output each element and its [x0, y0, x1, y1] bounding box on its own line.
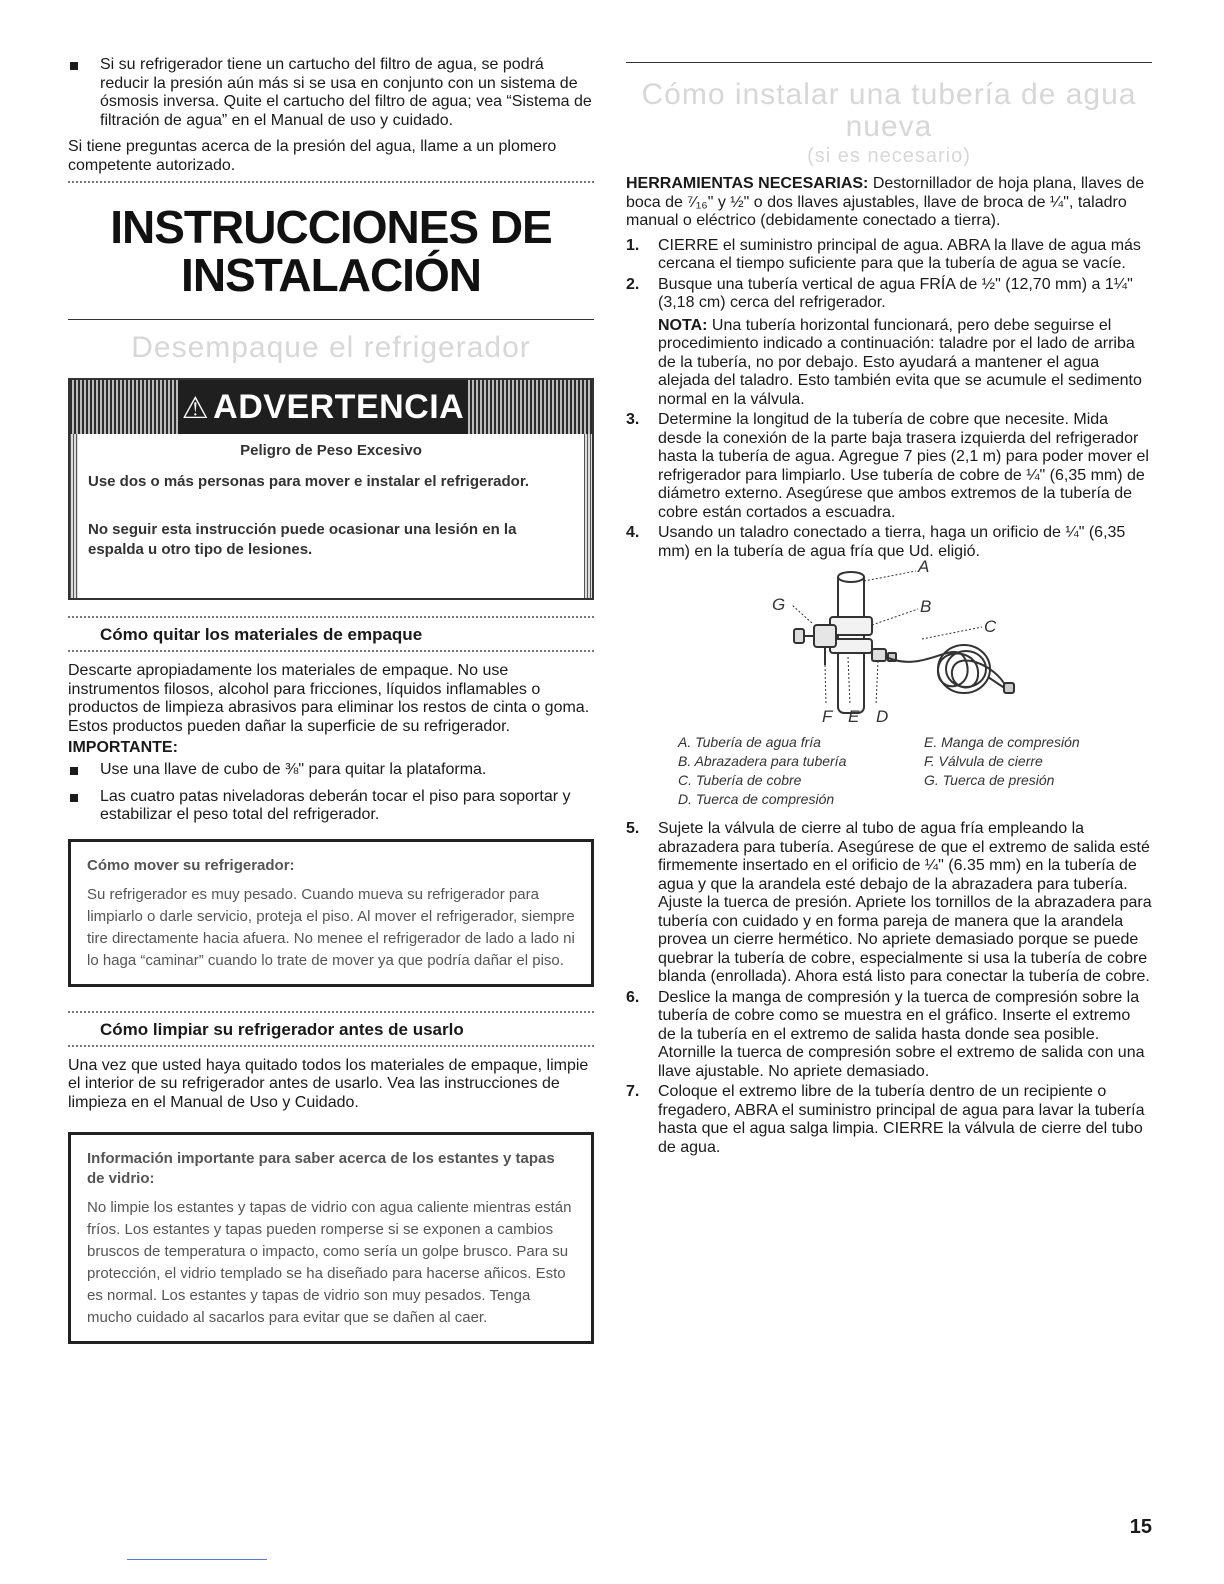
tools-label: HERRAMIENTAS NECESARIAS:	[626, 175, 869, 192]
glass-info-title: Información importante para saber acerca de los estantes y tapas de vidrio:	[87, 1150, 555, 1187]
legend-item: D. Tuerca de compresión	[678, 791, 835, 807]
divider	[68, 616, 594, 618]
important-bullet: Use una llave de cubo de ⅜" para quitar la plataforma.	[68, 761, 594, 780]
legend-item: G. Tuerca de presión	[924, 772, 1055, 788]
figure-label-d: D	[876, 707, 889, 726]
section-rule	[68, 319, 594, 320]
step-text: Deslice la manga de compresión y la tuerca de compresión sobre la tubería de cobre como se muestra en el gráfico. Inserte el extremo de la tubería en el extremo de salida hasta donde sea posible. Atornille la tuerca de compresión sobre el extremo de salida con una llave ajustable. No apriete demasiado.	[658, 988, 1145, 1080]
legend-item: A. Tubería de agua fría	[678, 734, 821, 750]
figure-label-f: F	[822, 707, 833, 726]
warning-icon: ⚠	[181, 392, 210, 425]
section-heading-water-line-2: nueva	[845, 110, 933, 143]
section-rule	[626, 62, 1152, 63]
tools-paragraph	[626, 175, 1152, 231]
divider	[68, 181, 594, 183]
warning-line: No seguir esta instrucción puede ocasionar una lesión en la espalda u otro tipo de lesiones.	[88, 521, 517, 558]
figure-legend	[678, 734, 1152, 808]
page-title-line2: INSTALACIÓN	[181, 249, 481, 301]
legend-item: C. Tubería de cobre	[678, 772, 802, 788]
figure-label-b: B	[920, 597, 932, 616]
step-number: 3.	[626, 411, 640, 428]
step-item	[626, 1083, 1152, 1157]
step-item	[626, 276, 1152, 410]
note-label: NOTA:	[658, 316, 708, 334]
steps-list-b	[626, 820, 1152, 1157]
intro-paragraph: Si tiene preguntas acerca de la presión del agua, llame a un plomero competente autorizado.	[68, 138, 557, 174]
section-heading-water-line: Cómo instalar una tubería de agua	[641, 78, 1137, 111]
steps-list-a	[626, 237, 1152, 562]
page-title-line1: INSTRUCCIONES DE	[110, 201, 552, 253]
tools-text: Destornillador de hoja plana, llaves de boca de ⁷⁄₁₆" y ½" o dos llaves ajustables, llave de broca de ¼", taladro manual o eléctrico (debidamente conectado a tierra).	[626, 175, 1145, 229]
legend-item: E. Manga de compresión	[924, 734, 1080, 750]
valve-diagram	[626, 565, 1152, 730]
step-number: 2.	[626, 275, 640, 293]
step-number: 7.	[626, 1083, 640, 1100]
left-column	[68, 56, 594, 1344]
remove-paragraph: Descarte apropiadamente los materiales de empaque. No use instrumentos filosos, alcohol para fricciones, líquidos inflamables o productos de limpieza abrasivos para eliminar los restos de cinta o goma. Estos productos pueden dañar la superficie de su refrigerador.	[68, 662, 590, 735]
legend-item: B. Abrazadera para tubería	[678, 753, 847, 769]
intro-bullets	[68, 56, 594, 130]
intro-bullet: Si su refrigerador tiene un cartucho del filtro de agua, se podrá reducir la presión aún más si se usa en conjunto con un sistema de ósmosis inversa. Quite el cartucho del filtro de agua; vea “Sistema de filtración de agua” en el Manual de uso y cuidado.	[68, 56, 594, 130]
step-text: Sujete la válvula de cierre al tubo de agua fría empleando la abrazadera para tubería. Asegúrese de que el extremo de salida esté firmemente insertado en el orificio de ¼" (6.35 mm) en la tubería de agua y que la arandela esté debajo de la abrazadera para tubería. Ajuste la tuerca de presión. Apriete los tornillos de la abrazadera para tubería con cuidado y en forma pareja de manera que la arandela provea un cierre hermético. No apriete demasiado porque se puede quebrar la tubería de cobre, especialmente si usa la tubería de cobre blanda (enrollada). Ahora está listo para conectar la tubería de cobre.	[658, 820, 1152, 985]
figure-label-a: A	[918, 557, 930, 576]
step-text: Usando un taladro conectado a tierra, haga un orificio de ¼" (6,35 mm) en la tubería de agua fría que Ud. eligió.	[658, 524, 1126, 560]
move-info-box	[68, 839, 594, 987]
important-bullets	[68, 761, 594, 825]
glass-info-box	[68, 1132, 594, 1344]
figure-label-c: C	[984, 617, 997, 636]
section-subheading: (si es necesario)	[807, 145, 971, 167]
warning-body	[70, 434, 592, 598]
divider	[68, 650, 594, 652]
warning-box	[68, 378, 594, 600]
legend-item: F. Válvula de cierre	[924, 753, 1043, 769]
right-column	[626, 56, 1152, 1159]
figure-label-e: E	[848, 707, 860, 726]
step-text: Coloque el extremo libre de la tubería dentro de un recipiente o fregadero, ABRA el suministro principal de agua para lavar la tubería hasta que el agua salga limpia. CIERRE la válvula de cierre del tubo de agua.	[658, 1083, 1145, 1156]
step-number: 5.	[626, 820, 640, 837]
warning-hazard: Peligro de Peso Excesivo	[240, 442, 422, 459]
shutoff-valve-figure	[626, 557, 1152, 730]
note-paragraph	[658, 317, 1152, 410]
warning-line: Use dos o más personas para mover e instalar el refrigerador.	[88, 473, 530, 490]
divider	[68, 1011, 594, 1013]
footer-line	[127, 1559, 267, 1560]
page-title	[68, 203, 594, 299]
glass-info-text: No limpie los estantes y tapas de vidrio con agua caliente mientras están fríos. Los estantes y tapas pueden romperse si se exponen a cambios bruscos de temperatura o impacto, como sería un golpe brusco. Para su protección, el vidrio templado se ha diseñado para hacerse añicos. Esto es normal. Los estantes y tapas de vidrio son muy pesados. Tenga mucho cuidado al sacarlos para evitar que se dañen al caer.	[87, 1199, 572, 1326]
page-number: 15	[1129, 1516, 1152, 1538]
clean-paragraph: Una vez que usted haya quitado todos los materiales de empaque, limpie el interior de su refrigerador antes de usarlo. Vea las instrucciones de limpieza en el Manual de Uso y Cuidado.	[68, 1056, 589, 1111]
move-info-title: Cómo mover su refrigerador:	[87, 856, 295, 874]
step-text: Busque una tubería vertical de agua FRÍA de ½" (12,70 mm) a 1¼" (3,18 cm) cerca del refrigerador.	[658, 275, 1133, 311]
note-text: Una tubería horizontal funcionará, pero debe seguirse el procedimiento indicado a continuación: taladre por el lado de arriba de la tubería, no por debajo. Esto ayudará a mantener el agua alejada del taladro. Esto también evita que se acumule el sedimento normal en la válvula.	[658, 316, 1142, 408]
step-item	[626, 820, 1152, 987]
step-number: 6.	[626, 988, 640, 1006]
divider	[68, 1045, 594, 1047]
subheading-clean: Cómo limpiar su refrigerador antes de usarlo	[100, 1019, 464, 1039]
step-number: 4.	[626, 524, 640, 541]
warning-title-text: ADVERTENCIA	[213, 388, 465, 426]
figure-label-g: G	[772, 595, 786, 614]
step-number: 1.	[626, 236, 640, 254]
step-item	[626, 411, 1152, 522]
important-label: IMPORTANTE:	[68, 739, 178, 756]
step-item	[626, 989, 1152, 1082]
step-item	[626, 237, 1152, 274]
section-heading-unpack: Desempaque el refrigerador	[131, 331, 531, 364]
warning-title	[178, 380, 468, 434]
important-bullet: Las cuatro patas niveladoras deberán tocar el piso para soportar y estabilizar el peso total del refrigerador.	[68, 788, 594, 825]
step-item	[626, 524, 1152, 561]
step-text: Determine la longitud de la tubería de cobre que necesite. Mida desde la conexión de la parte baja trasera izquierda del refrigerador hasta la tubería de agua. Agregue 7 pies (2,1 m) para poder mover el refrigerador para limpiarlo. Use tubería de cobre de ¼" (6,35 mm) de diámetro externo. Asegúrese que ambos extremos de la tubería de cobre están cortados a escuadra.	[658, 411, 1149, 521]
step-text: CIERRE el suministro principal de agua. ABRA la llave de agua más cercana el tiempo suficiente para que la tubería de agua se vacíe.	[658, 236, 1141, 272]
move-info-text: Su refrigerador es muy pesado. Cuando mueva su refrigerador para limpiarlo o darle servicio, proteja el piso. Al mover el refrigerador, siempre tire directamente hacia afuera. No menee el refrigerador de lado a lado ni lo haga “caminar” cuando lo trate de mover ya que podría dañar el piso.	[87, 885, 575, 969]
subheading-remove-packaging: Cómo quitar los materiales de empaque	[100, 625, 423, 644]
